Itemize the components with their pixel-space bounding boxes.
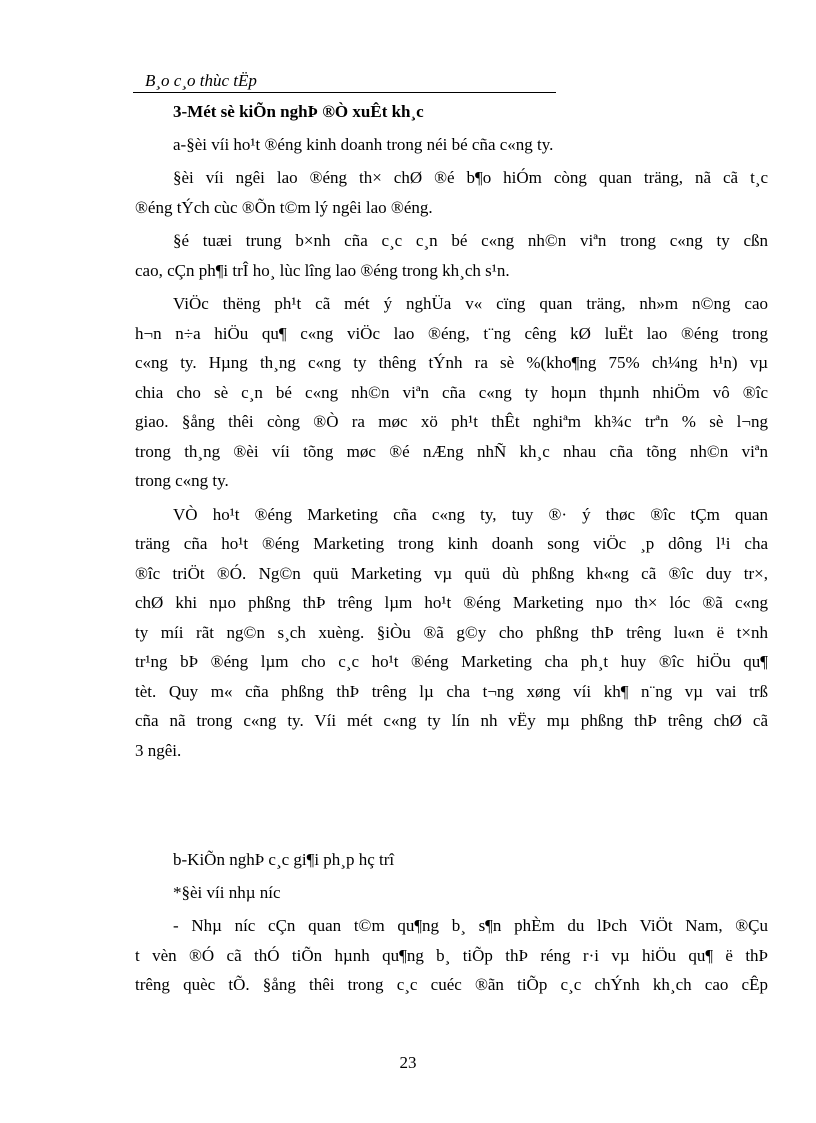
paragraph-line: tèt. Quy m« cña phßng thÞ trêng lµ cha t¬ng xøng víi kh¶ n¨ng vµ vai trß: [135, 681, 768, 701]
paragraph-line: giao. §ång thêi còng ®Ò ra møc xö ph¹t thÊt nghiªm kh¾c trªn % sè l¬ng: [135, 412, 768, 431]
paragraph-line: cña nã trong c«ng ty. Víi mét c«ng ty lín nh vËy mµ phßng thÞ trêng chØ cã: [135, 711, 768, 730]
paragraph-line: chia cho sè c¸n bé c«ng nh©n viªn cña c«ng ty hoµn thµnh nhiÖm vô ®îc: [135, 382, 768, 402]
paragraph-line: ViÖc thëng ph¹t cã mét ý nghÜa v« cïng quan träng, nh»m n©ng cao: [173, 294, 768, 313]
subsection-heading: b-KiÕn nghÞ c¸c gi¶i ph¸p hç trî: [173, 850, 395, 869]
paragraph-line: tr¹ng bÞ ®éng lµm cho c¸c ho¹t ®éng Marketing cha ph¸t huy ®îc hiÖu qu¶: [135, 652, 768, 671]
paragraph-line: 3 ngêi.: [135, 740, 182, 760]
paragraph-line: trong th¸ng ®èi víi tõng møc ®é nÆng nhÑ kh¸c nhau cña tõng nh©n viªn: [135, 441, 768, 461]
paragraph-line: §é tuæi trung b×nh cña c¸c c¸n bé c«ng nh©n viªn trong c«ng ty cßn: [173, 231, 768, 250]
page-number: 23: [399, 1053, 417, 1072]
header-title: B¸o c¸o thùc tËp: [145, 71, 257, 90]
subsection-heading: a-§èi víi ho¹t ®éng kinh doanh trong néi bé cña c«ng ty.: [173, 134, 554, 154]
page-header: [133, 70, 556, 93]
paragraph-line: ®îc triÖt ®Ó. Ng©n quü Marketing vµ quü dù phßng kh«ng cã ®îc duy tr×,: [135, 563, 768, 583]
paragraph-line: c«ng ty. Hµng th¸ng c«ng ty thêng tÝnh ra sè %(kho¶ng 75% ch¼ng h¹n) vµ: [135, 353, 768, 372]
paragraph-line: - Nhµ níc cÇn quan t©m qu¶ng b¸ s¶n phÈm du lÞch ViÖt Nam, ®Çu: [173, 916, 768, 935]
paragraph-line: h¬n n÷a hiÖu qu¶ c«ng viÖc lao ®éng, t¨ng cêng kØ luËt lao ®éng trong: [135, 323, 768, 343]
paragraph-line: §èi víi ngêi lao ®éng th× chØ ®é b¶o hiÓm còng quan träng, nã cã t¸c: [173, 168, 768, 187]
paragraph-line: VÒ ho¹t ®éng Marketing cña c«ng ty, tuy ®· ý thøc ®îc tÇm quan: [173, 504, 768, 524]
paragraph-line: chØ khi nµo phßng thÞ trêng lµm ho¹t ®éng Marketing nµo th× lóc ®ã c«ng: [135, 593, 768, 612]
subsection-subheading: *§èi víi nhµ níc: [173, 882, 281, 902]
paragraph-line: ty míi rãt ng©n s¸ch xuèng. §iÒu ®ã g©y cho phßng thÞ trêng lu«n ë t×nh: [135, 622, 768, 642]
paragraph-line: trêng quèc tÕ. §ång thêi trong c¸c cuéc ®ãn tiÕp c¸c chÝnh kh¸ch cao cÊp: [135, 975, 768, 994]
document-body: [135, 97, 768, 1000]
paragraph-line: cao, cÇn ph¶i trÎ ho¸ lùc lîng lao ®éng trong kh¸ch s¹n.: [135, 260, 510, 280]
paragraph-line: träng cña ho¹t ®éng Marketing trong kinh doanh song viÖc ¸p dông l¹i cha: [135, 534, 768, 553]
section-heading: 3-Mét sè kiÕn nghÞ ®Ò xuÊt kh¸c: [173, 102, 424, 121]
paragraph-line: t vèn ®Ó cã thÓ tiÕn hµnh qu¶ng b¸ tiÕp thÞ réng r·i vµ hiÖu qu¶ ë thÞ: [135, 945, 768, 965]
paragraph-line: trong c«ng ty.: [135, 471, 229, 490]
paragraph-line: ®éng tÝch cùc ®Õn t©m lý ngêi lao ®éng.: [135, 197, 433, 217]
spacer: [135, 765, 768, 845]
